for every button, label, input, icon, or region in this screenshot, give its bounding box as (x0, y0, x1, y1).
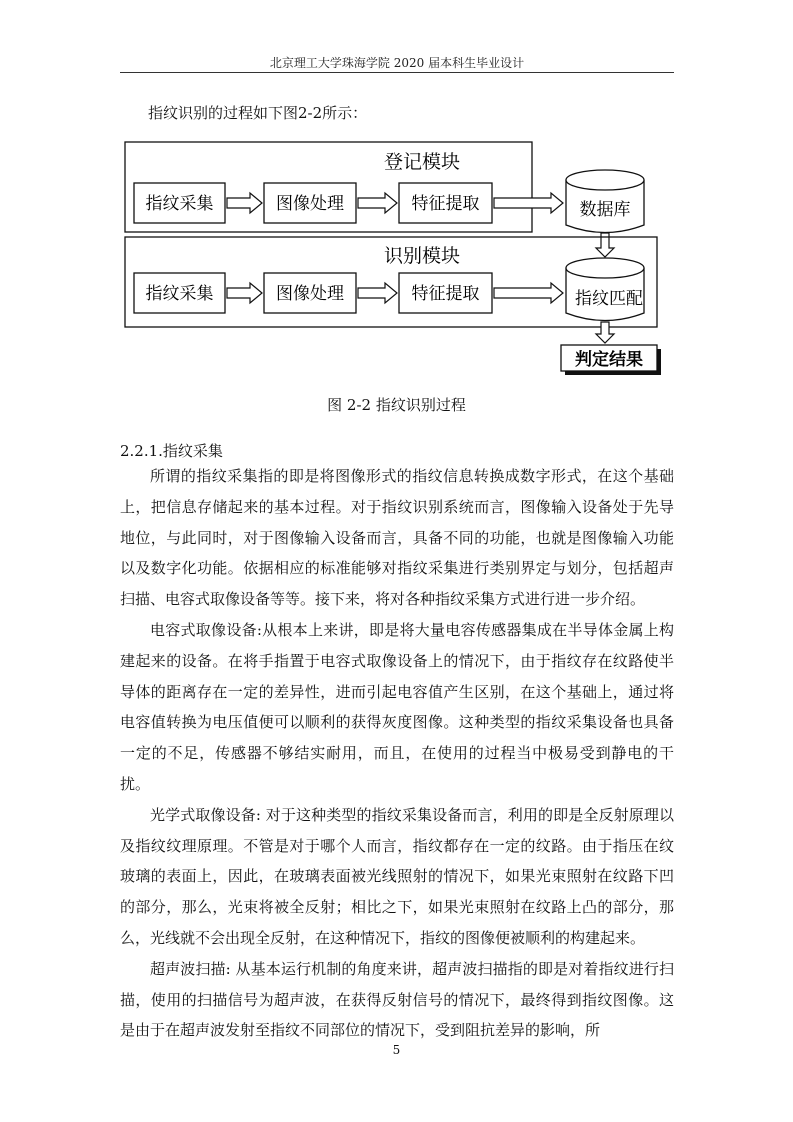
fingerprint-process-diagram (0, 0, 793, 400)
page-number: 5 (392, 1043, 401, 1057)
register-step-label: 指纹采集 (145, 194, 214, 214)
match-label: 指纹匹配 (575, 289, 643, 309)
flow-arrow (227, 283, 262, 303)
flow-arrow (358, 283, 397, 303)
paragraph: 超声波扫描: 从基本运行机制的角度来讲，超声波扫描指的即是对着指纹进行扫描，使用的扫描信号为超声波，在获得反射信号的情况下，最终得到指纹图像。这是由于在超声波发射至指纹不同部位的情况下，受到阻抗差异的影响，所 (120, 959, 674, 1040)
match-top (566, 258, 644, 278)
section-heading: 2.2.1.指纹采集 (120, 442, 223, 460)
identify-step-label: 特征提取 (411, 284, 480, 304)
register-module-title: 登记模块 (383, 151, 461, 173)
intro-text: 指纹识别的过程如下图2-2所示： (148, 104, 368, 122)
identify-step-label: 指纹采集 (145, 284, 214, 304)
identify-module-title: 识别模块 (383, 245, 461, 267)
flow-arrow (494, 283, 563, 303)
paragraph: 电容式取像设备:从根本上来讲，即是将大量电容传感器集成在半导体金属上构建起来的设备。在将手指置于电容式取像设备上的情况下，由于指纹存在纹路使半导体的距离存在一定的差异性，进而引起电容值产生区别，在这个基础上，通过将电容值转换为电压值便可以顺利的获得灰度图像。这种类型的指纹采集设备也具备一定的不足，传感器不够结实耐用，而且，在使用的过程当中极易受到静电的干扰。 (120, 620, 674, 793)
flow-arrow (596, 322, 614, 343)
database-label: 数据库 (579, 200, 631, 220)
paragraph: 所谓的指纹采集指的即是将图像形式的指纹信息转换成数字形式，在这个基础上，把信息存储起来的基本过程。对于指纹识别系统而言，图像输入设备处于先导地位，与此同时，对于图像输入设备而言，具备不同的功能，也就是图像输入功能以及数字化功能。依据相应的标准能够对指纹采集进行类别界定与划分，包括超声扫描、电容式取像设备等等。接下来，将对各种指纹采集方式进行进一步介绍。 (120, 467, 674, 609)
result-label: 判定结果 (575, 350, 643, 370)
figure-caption: 图 2-2 指纹识别过程 (327, 396, 466, 414)
register-step-label: 图像处理 (276, 194, 344, 214)
database-top (566, 170, 644, 190)
body-text (120, 461, 674, 1046)
paragraph: 光学式取像设备: 对于这种类型的指纹采集设备而言，利用的即是全反射原理以及指纹纹理原理。不管是对于哪个人而言，指纹都存在一定的纹路。由于指压在纹玻璃的表面上，因此，在玻璃表面被光线照射的情况下，如果光束照射在纹路下凹的部分，那么，光束将被全反射；相比之下，如果光束照射在纹路上凸的部分，那么，光线就不会出现全反射，在这种情况下，指纹的图像便被顺利的构建起来。 (120, 805, 674, 947)
register-step-label: 特征提取 (411, 194, 480, 214)
identify-step-label: 图像处理 (276, 284, 344, 304)
page-header: 北京理工大学珠海学院 2020 届本科生毕业设计 (269, 56, 525, 70)
